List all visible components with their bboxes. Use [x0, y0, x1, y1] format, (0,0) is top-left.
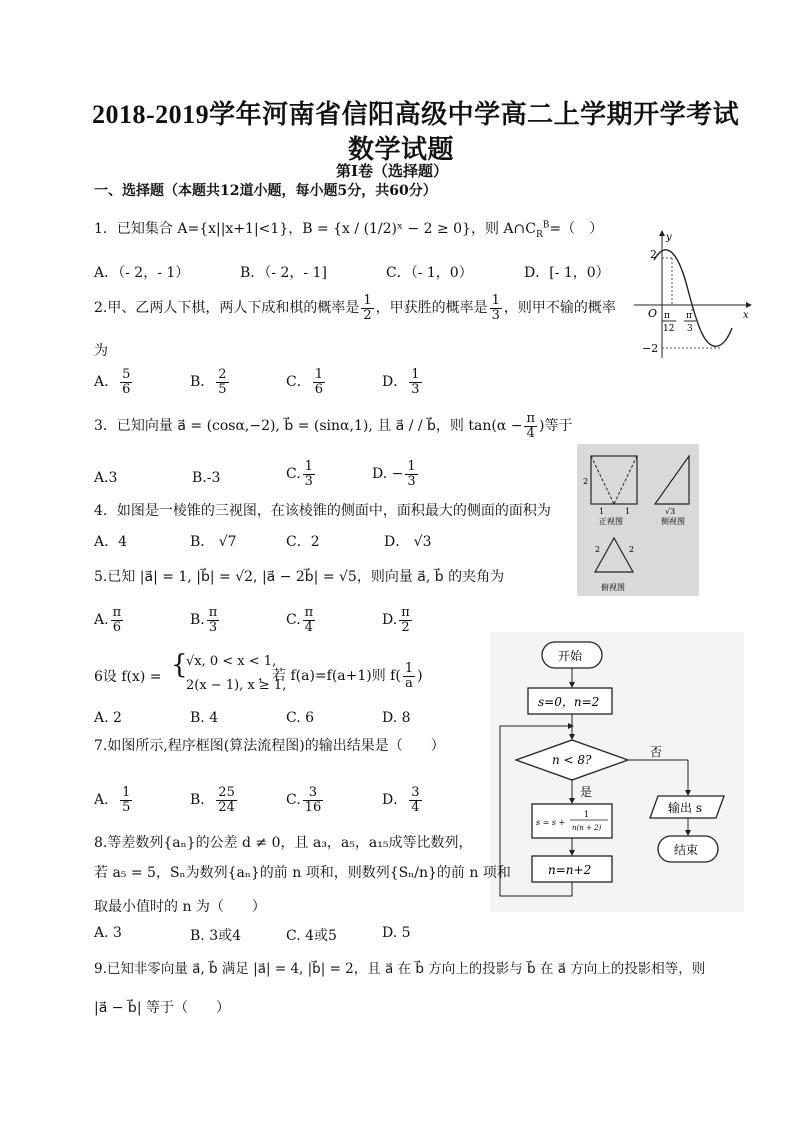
q8-line2: 若 a₅ = 5，Sₙ为数列{aₙ}的前 n 项和，则数列{Sₙ/n}的前 n 项和	[94, 865, 511, 881]
q7-a-num: 1	[122, 785, 131, 800]
q1-tail: =（ ）	[549, 221, 604, 237]
flow-end-label: 结束	[674, 843, 699, 857]
q5-stem: 5.已知 |a⃗| = 1, |b⃗| = √2, |a⃗ − 2b⃗| = √5，则向量 a⃗, b⃗ 的夹角为	[94, 569, 505, 585]
flow-cond-label: n < 8?	[552, 753, 592, 767]
q2-option-d	[382, 368, 424, 396]
q5-b-num: π	[208, 605, 218, 620]
q7-a-den: 5	[122, 799, 131, 815]
q3-c-num: 1	[304, 459, 313, 474]
q2-frac2-den: 3	[491, 307, 500, 323]
q5-c-den: 4	[304, 619, 314, 635]
q7-b-label: B．	[190, 792, 215, 809]
q5-d-num: π	[401, 605, 410, 620]
q6-option-d: D. 8	[382, 710, 411, 726]
q2-a-num: 5	[122, 367, 131, 382]
q7-d-num: 3	[411, 785, 420, 800]
q3-c-den: 3	[304, 473, 313, 489]
q8-option-c: C. 4或5	[286, 928, 337, 944]
q3-stem	[94, 412, 572, 440]
flow-update-s-num: 1	[584, 810, 590, 819]
q2-frac-draw	[361, 294, 373, 322]
q8-option-a: A. 3	[94, 925, 122, 941]
graph-min-label: −2	[642, 342, 659, 355]
q3-option-d	[372, 460, 420, 488]
q8-line3: 取最小值时的 n 为（ ）	[94, 899, 266, 915]
q3-c-label: C.	[286, 466, 301, 483]
q2-frac2-num: 1	[491, 293, 500, 308]
q2-frac1-num: 1	[363, 293, 372, 308]
q2-a-label: A．	[94, 374, 119, 391]
q2-option-b	[190, 368, 231, 396]
q7-c-label: C.	[286, 792, 301, 809]
q6-brace: {	[171, 650, 188, 680]
q6-frac-num: 1	[404, 661, 414, 676]
q4-option-d: D． √3	[384, 534, 432, 550]
q9-line2: |a⃗ − b⃗| 等于（ ）	[94, 1000, 230, 1016]
q1-option-d: D．[- 1，0）	[524, 265, 610, 281]
fig-label-1a: 1	[599, 507, 605, 516]
graph-y-arrow	[659, 230, 665, 236]
q7-d-den: 4	[411, 799, 420, 815]
sine-graph-figure	[628, 228, 752, 364]
graph-tick2-num: π	[686, 311, 692, 321]
q3-tail: )等于	[539, 418, 573, 435]
q6-stem-a: 6设 f(x) =	[94, 669, 162, 685]
q2-stem-c: ，则甲不输的概率	[503, 300, 616, 317]
q2-d-den: 3	[411, 381, 420, 397]
q5-a-num: π	[112, 605, 122, 620]
q7-option-c	[286, 786, 325, 814]
graph-max-label: 2	[650, 248, 657, 261]
q2-stem-d: 为	[94, 343, 108, 359]
q5-b-label: B.	[190, 612, 205, 629]
q5-option-c	[286, 606, 317, 634]
q2-b-num: 2	[218, 367, 227, 382]
three-views-figure	[577, 444, 699, 596]
q7-c-den: 16	[304, 799, 322, 815]
q2-d-label: D．	[382, 374, 408, 391]
q6-stem-c: )	[417, 668, 423, 685]
q9-line1: 9.已知非零向量 a⃗, b⃗ 满足 |a⃗| = 4, |b⃗| = 2，且 a⃗ 在 b⃗ 方向上的投影与 b⃗ 在 a⃗ 方向上的投影相等，则	[94, 961, 706, 977]
q6-stem-b-line	[258, 662, 423, 690]
fig-label-2a: 2	[583, 477, 589, 486]
side-view-triangle	[655, 456, 689, 504]
q8-line1: 8.等差数列{aₙ}的公差 d ≠ 0，且 a₃，a₅，a₁₅成等比数列，	[94, 835, 473, 851]
q6-case1: √x, 0 < x < 1,	[186, 654, 277, 669]
graph-y-label: y	[666, 232, 672, 243]
top-view-triangle	[595, 538, 633, 572]
fig-label-2b: 2	[595, 545, 601, 554]
q5-d-label: D.	[382, 612, 398, 629]
q5-b-den: 3	[208, 619, 218, 635]
flow-no-label: 否	[650, 745, 663, 759]
graph-x-arrow	[746, 302, 752, 308]
q2-frac-win	[490, 294, 502, 322]
q4-option-c: C．2	[286, 534, 320, 550]
flow-update-n-label: n=n+2	[548, 863, 592, 877]
q7-option-d	[382, 786, 424, 814]
q7-option-b	[190, 786, 239, 814]
q3-d-label: D. −	[372, 466, 404, 483]
front-view-square	[591, 456, 637, 504]
flow-yes-label: 是	[580, 785, 593, 799]
q2-a-den: 6	[122, 381, 131, 397]
q5-d-den: 2	[401, 619, 410, 635]
q7-b-num: 25	[218, 785, 235, 800]
q2-c-num: 1	[314, 367, 323, 382]
q5-c-label: C.	[286, 612, 301, 629]
q4-option-b: B． √7	[190, 534, 237, 550]
flowchart-bg	[490, 632, 744, 912]
q5-option-b	[190, 606, 221, 634]
q2-stem-b: ，甲获胜的概率是	[375, 300, 488, 317]
q5-a-den: 6	[112, 619, 121, 635]
q2-option-a	[94, 368, 134, 396]
page-title: 2018-2019学年河南省信阳高级中学高二上学期开学考试	[92, 100, 740, 129]
flow-update-s-label: s = s +	[536, 818, 566, 827]
q8-option-d: D. 5	[382, 925, 411, 941]
q7-option-a	[94, 786, 134, 814]
q3-stem-text: 3．已知向量 a⃗ = (cosα,−2), b⃗ = (sinα,1), 且 a⃗ / / b⃗，则 tan(α −	[94, 418, 523, 435]
q2-b-den: 5	[218, 381, 227, 397]
q7-b-den: 24	[218, 799, 235, 815]
q2-option-c	[286, 368, 327, 396]
q3-frac-den: 4	[526, 425, 535, 441]
q5-option-d	[382, 606, 414, 634]
q1-option-a: A．（- 2，- 1）	[94, 265, 190, 281]
q6-frac-den: a	[405, 675, 413, 691]
graph-origin-label: O	[648, 307, 658, 320]
q2-frac1-den: 2	[363, 307, 372, 323]
q2-c-den: 6	[314, 381, 323, 397]
q7-stem: 7.如图所示,程序框图(算法流程图)的输出结果是（ ）	[94, 738, 445, 754]
q2-d-num: 1	[411, 367, 420, 382]
q3-option-b: B.-3	[192, 470, 221, 486]
q4-option-a: A．4	[94, 534, 128, 550]
q8-option-b: B. 3或4	[190, 928, 242, 944]
q3-d-den: 3	[407, 473, 416, 489]
q1-option-b: B．（- 2，- 1]	[240, 265, 327, 281]
volume-label: 第I卷（选择题）	[336, 162, 449, 180]
q1-option-c: C．（- 1，0）	[386, 265, 473, 281]
q1-stem	[94, 218, 603, 240]
q6-stem-b: ，若 f(a)=f(a+1)则 f(	[258, 668, 401, 685]
q2-stem-a: 2.甲、乙两人下棋，两人下成和棋的概率是	[94, 300, 360, 317]
q1-complement-sub: R	[535, 229, 543, 240]
graph-tick2-den: 3	[687, 324, 693, 334]
section-heading: 一、选择题（本题共12道小题，每小题5分，共60分）	[94, 183, 437, 199]
q4-stem: 4．如图是一棱锥的三视图，在该棱锥的侧面中，面积最大的侧面的面积为	[94, 503, 551, 519]
q3-option-c	[286, 460, 317, 488]
q3-frac-num: π	[526, 411, 536, 426]
fig-label-2c: 2	[629, 545, 635, 554]
q2-stem	[94, 294, 616, 322]
q1-stem-text: 1．已知集合 A={x||x+1|<1}，B = {x / (1/2)ˣ − 2 ≥ 0}，则 A∩C	[94, 221, 536, 237]
q7-a-label: A．	[94, 792, 119, 809]
side-view-label: 侧视图	[661, 517, 685, 526]
q2-c-label: C．	[286, 374, 311, 391]
flow-start-label: 开始	[558, 649, 583, 663]
q2-b-label: B．	[190, 374, 215, 391]
page-subtitle: 数学试题	[348, 135, 455, 164]
flowchart-figure	[490, 632, 744, 912]
q1-complement-sup: B	[542, 220, 550, 231]
front-view-label: 正视图	[599, 517, 623, 526]
q6-option-c: C. 6	[286, 710, 315, 726]
q6-case2: 2(x − 1), x ≥ 1,	[186, 678, 287, 693]
q5-option-a	[94, 606, 125, 634]
q7-d-label: D．	[382, 792, 408, 809]
q6-option-a: A. 2	[94, 710, 122, 726]
flow-update-s-den: n(n + 2)	[572, 824, 602, 832]
flow-init-label: s=0，n=2	[538, 695, 600, 709]
graph-tick1-num: π	[664, 311, 670, 321]
graph-x-label: x	[743, 310, 749, 321]
fig-label-sqrt3: √3	[665, 507, 676, 516]
q5-c-num: π	[304, 605, 314, 620]
three-views-svg	[577, 444, 699, 596]
q3-d-num: 1	[407, 459, 416, 474]
q6-option-b: B. 4	[190, 710, 219, 726]
fig-label-1b: 1	[625, 507, 631, 516]
flow-output-label: 输出 s	[668, 801, 702, 815]
top-view-label: 俯视图	[601, 583, 625, 592]
graph-tick1-den: 12	[663, 324, 675, 334]
q7-c-num: 3	[303, 786, 324, 801]
q3-option-a: A.3	[94, 470, 118, 486]
q5-a-label: A.	[94, 612, 109, 629]
